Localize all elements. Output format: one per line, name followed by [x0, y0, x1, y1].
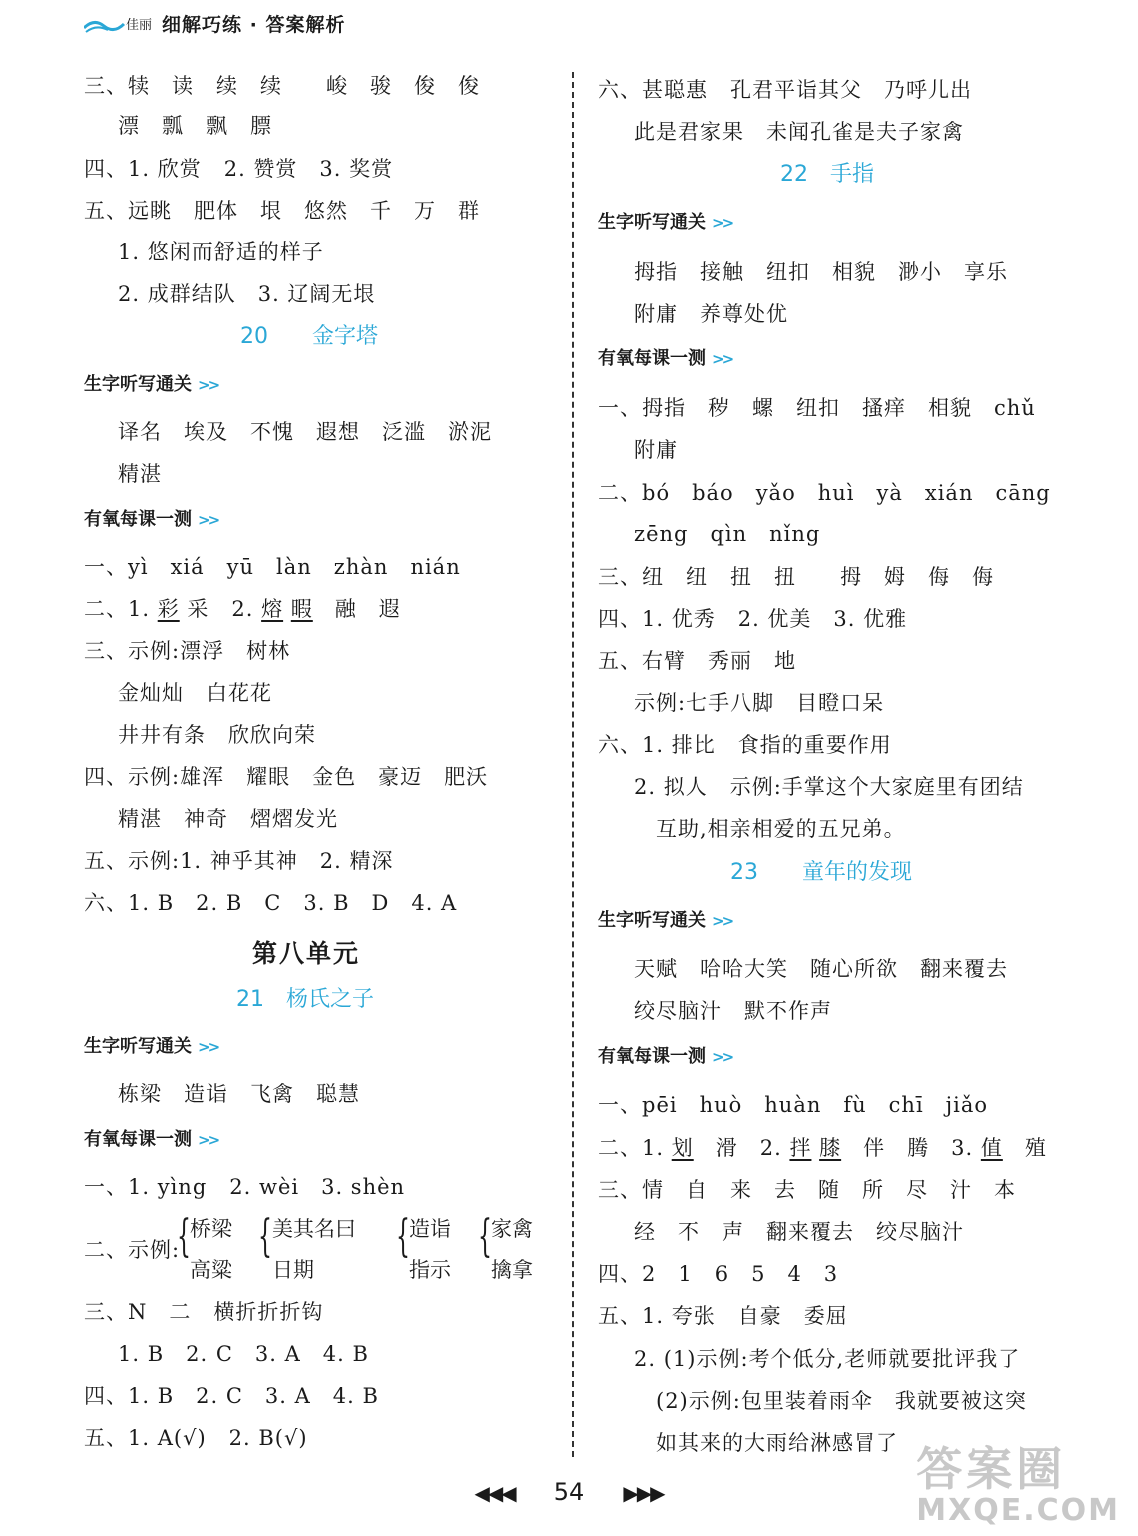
- answer-line: 三、犊 读 续 续 峻 骏 俊 俊: [84, 74, 480, 98]
- answer-line: 经 不 声 翻来覆去 绞尽脑汁: [634, 1220, 964, 1244]
- answer-line: 五、1. A(√) 2. B(√): [84, 1426, 308, 1450]
- answer-line: 2. 拟人 示例:手掌这个大家庭里有团结: [634, 775, 1024, 799]
- lesson-title-20: 20 金字塔: [240, 324, 378, 349]
- left-brace-icon: {: [177, 1211, 191, 1262]
- answer-line: 1. 悠闲而舒适的样子: [118, 240, 324, 264]
- word-pair-item: 桥梁: [190, 1217, 232, 1241]
- answer-line: 四、2 1 6 5 4 3: [598, 1262, 839, 1286]
- answer-line: 精湛: [118, 462, 162, 486]
- word-pair-item: 擒拿: [491, 1258, 533, 1282]
- answer-line: 金灿灿 白花花: [118, 681, 272, 705]
- answer-line: 互助,相亲相爱的五兄弟。: [656, 817, 906, 841]
- answer-line: 五、远眺 肥体 垠 悠然 千 万 群: [84, 199, 480, 223]
- answer-line: 一、拇指 秽 螺 纽扣 搔痒 相貌 chǔ: [598, 396, 1036, 420]
- section-heading: 生字听写通关 >>: [84, 374, 218, 395]
- answer-line: 一、yì xiá yū làn zhàn nián: [84, 555, 461, 579]
- word-pair-item: 高粱: [190, 1258, 232, 1282]
- next-arrows-icon: ▶▶▶: [623, 1481, 664, 1505]
- answer-line: 四、示例:雄浑 耀眼 金色 豪迈 肥沃: [84, 765, 489, 789]
- answer-line: 绞尽脑汁 默不作声: [634, 999, 832, 1023]
- answer-line: 六、1. B 2. B C 3. B D 4. A: [84, 891, 458, 915]
- header-title: 细解巧练 · 答案解析: [162, 13, 346, 36]
- word-pair-item: 造诣: [409, 1217, 451, 1241]
- double-arrow-icon: >>: [198, 1131, 218, 1149]
- answer-line: 四、1. 优秀 2. 优美 3. 优雅: [598, 607, 908, 631]
- double-arrow-icon: >>: [198, 376, 218, 394]
- double-arrow-icon: >>: [198, 511, 218, 529]
- wave-logo-icon: [84, 12, 154, 34]
- answer-line: 六、1. 排比 食指的重要作用: [598, 733, 892, 757]
- answer-line: 1. B 2. C 3. A 4. B: [118, 1342, 369, 1366]
- answer-line: 二、示例:: [84, 1238, 181, 1262]
- answer-line: 如其来的大雨给淋感冒了: [656, 1431, 898, 1455]
- answer-line: 五、示例:1. 神乎其神 2. 精深: [84, 849, 394, 873]
- double-arrow-icon: >>: [712, 912, 732, 930]
- answer-line: 译名 埃及 不愧 遐想 泛滥 淤泥: [118, 420, 492, 444]
- answer-line: 三、示例:漂浮 树林: [84, 639, 291, 663]
- answer-line: 三、N 二 横折折折钩: [84, 1300, 324, 1324]
- brand-logo: [84, 12, 154, 34]
- prev-arrows-icon: ◀◀◀: [474, 1481, 515, 1505]
- section-heading: 有氧每课一测 >>: [598, 1046, 732, 1067]
- answer-line: 五、右臂 秀丽 地: [598, 649, 796, 673]
- watermark: 答案圈 MXQE.COM: [916, 1442, 1120, 1528]
- column-divider: [572, 72, 574, 1457]
- answer-line: 漂 瓢 飘 膘: [118, 114, 272, 138]
- answer-line: 四、1. B 2. C 3. A 4. B: [84, 1384, 379, 1408]
- unit-title: 第八单元: [252, 939, 361, 968]
- section-heading: 有氧每课一测 >>: [84, 1129, 218, 1150]
- answer-line: 此是君家果 未闻孔雀是夫子家禽: [634, 120, 964, 144]
- answer-line: 三、情 自 来 去 随 所 尽 汁 本: [598, 1178, 1016, 1202]
- answer-line: 一、pēi huò huàn fù chī jiǎo: [598, 1093, 989, 1117]
- answer-line: 一、1. yìng 2. wèi 3. shèn: [84, 1175, 406, 1199]
- answer-line: 二、bó báo yǎo huì yà xián cāng: [598, 481, 1051, 505]
- section-heading: 有氧每课一测 >>: [598, 348, 732, 369]
- word-pair-item: 家禽: [491, 1217, 533, 1241]
- answer-line: 井井有条 欣欣向荣: [118, 723, 316, 747]
- answer-line: (2)示例:包里装着雨伞 我就要被这突: [656, 1389, 1027, 1413]
- answer-line: 附庸: [634, 438, 678, 462]
- answer-line: 2. 成群结队 3. 辽阔无垠: [118, 282, 376, 306]
- left-brace-icon: {: [478, 1211, 492, 1262]
- answer-line: 二、1. 划 滑 2. 拌 膝 伴 腾 3. 值 殖: [598, 1136, 1047, 1160]
- section-heading: 生字听写通关 >>: [84, 1036, 218, 1057]
- section-heading: 有氧每课一测 >>: [84, 509, 218, 530]
- page-number: 54: [553, 1478, 585, 1506]
- left-brace-icon: {: [258, 1211, 272, 1262]
- answer-line: 拇指 接触 纽扣 相貌 渺小 享乐: [634, 260, 1008, 284]
- word-pair-item: 指示: [409, 1258, 451, 1282]
- section-heading: 生字听写通关 >>: [598, 212, 732, 233]
- answer-line: 三、纽 纽 扭 扭 拇 姆 侮 侮: [598, 565, 994, 589]
- lesson-title-21: 21 杨氏之子: [236, 987, 374, 1012]
- double-arrow-icon: >>: [198, 1038, 218, 1056]
- answer-line: 天赋 哈哈大笑 随心所欲 翻来覆去: [634, 957, 1008, 981]
- lesson-title-22: 22 手指: [780, 162, 874, 187]
- left-brace-icon: {: [396, 1211, 410, 1262]
- word-pair-item: 美其名曰: [272, 1217, 356, 1241]
- answer-line: 示例:七手八脚 目瞪口呆: [634, 691, 885, 715]
- answer-line: 栋梁 造诣 飞禽 聪慧: [118, 1082, 360, 1106]
- answer-line: 附庸 养尊处优: [634, 302, 788, 326]
- answer-line: 精湛 神奇 熠熠发光: [118, 807, 338, 831]
- lesson-title-23: 23 童年的发现: [730, 860, 912, 885]
- double-arrow-icon: >>: [712, 1048, 732, 1066]
- double-arrow-icon: >>: [712, 214, 732, 232]
- answer-line: 六、甚聪惠 孔君平诣其父 乃呼儿出: [598, 78, 972, 102]
- answer-line: 二、1. 彩 采 2. 熔 暇 融 遐: [84, 597, 401, 621]
- answer-line: 五、1. 夸张 自豪 委屈: [598, 1304, 848, 1328]
- svg-text:佳丽: 佳丽: [126, 18, 153, 33]
- answer-line: zēng qìn nǐng: [634, 522, 821, 546]
- answer-line: 2. (1)示例:考个低分,老师就要批评我了: [634, 1347, 1021, 1371]
- section-heading: 生字听写通关 >>: [598, 910, 732, 931]
- double-arrow-icon: >>: [712, 350, 732, 368]
- word-pair-item: 日期: [272, 1258, 314, 1282]
- page-header: [84, 10, 345, 36]
- answer-line: 四、1. 欣赏 2. 赞赏 3. 奖赏: [84, 157, 394, 181]
